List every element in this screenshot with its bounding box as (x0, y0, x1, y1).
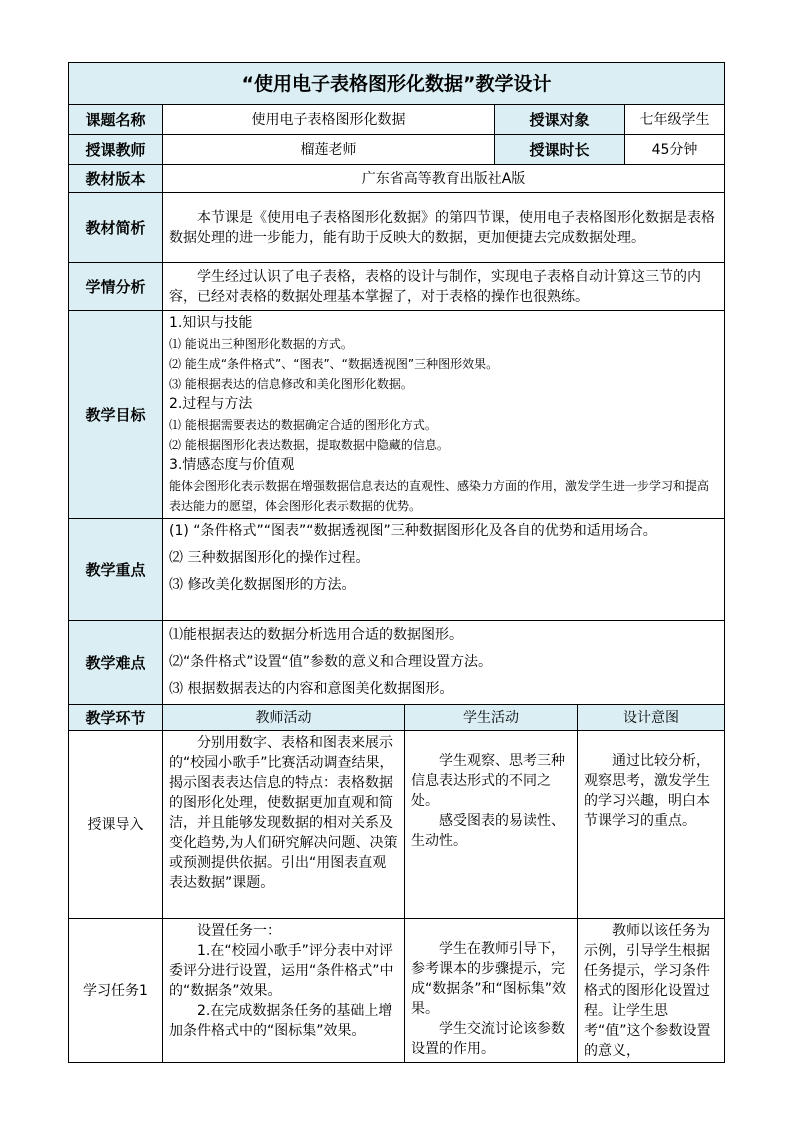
difficulty-item: ⑵“条件格式”设置“值”参数的意义和合理设置方法。 (169, 654, 493, 670)
lesson-plan-table (68, 62, 725, 1063)
process-label: 教学环节 (69, 705, 163, 731)
goal-item: ⑶ 能根据表达的信息修改和美化图形化数据。 (169, 377, 413, 391)
topic-label: 课题名称 (69, 105, 163, 135)
intro-label: 授课导入 (69, 731, 163, 919)
audience-value: 七年级学生 (625, 105, 725, 135)
analysis-text: 本节课是《使用电子表格图形化数据》的第四节课，使用电子表格图形化数据是表格数据处理的进一步能力，能有助于反映大的数据，更加便捷去完成数据处理。 (169, 209, 715, 246)
intro-teacher-text: 分别用数字、表格和图表来展示的“校园小歌手”比赛活动调查结果，揭示图表表达信息的特点：表格数据的图形化处理，使数据更加直观和简洁，并且能够发现数据的相对关系及变化趋势,为人们研究解决问题、决策或预测提供依据。引出“用图表直观表达数据”课题。 (169, 735, 398, 891)
task1-intent-text: 教师以该任务为示例，引导学生根据任务提示，学习条件格式的图形化设置过程。让学生思考“值”这个参数设置的意义， (584, 923, 711, 1059)
key-point-item: ⑵ 三种数据图形化的操作过程。 (169, 550, 370, 566)
duration-label: 授课时长 (495, 135, 625, 165)
task1-teacher-text: 1.在“校园小歌手”评分表中对评委评分进行设置，运用“条件格式”中的“数据条”效果。 (169, 943, 394, 999)
task1-student-text: 学生在教师引导下，参考课本的步骤提示，完成“数据条”和“图标集”效果。 (411, 941, 567, 1017)
difficulties-label: 教学难点 (69, 621, 163, 705)
goals-label: 教学目标 (69, 311, 163, 519)
edition-value: 广东省高等教育出版社A版 (163, 165, 725, 193)
goal-item: ⑴ 能说出三种图形化数据的方式。 (169, 337, 353, 351)
goal-item: ⑴ 能根据需要表达的数据确定合适的图形化方式。 (169, 418, 437, 432)
teacher-value: 榴莲老师 (163, 135, 495, 165)
audience-label: 授课对象 (495, 105, 625, 135)
goal-item: ⑵ 能根据图形化表达数据，提取数据中隐藏的信息。 (169, 438, 449, 452)
duration-value: 45分钟 (625, 135, 725, 165)
goals-heading-3: 3.情感态度与价值观 (169, 457, 295, 473)
key-point-item: (1) “条件格式”“图表”“数据透视图”三种数据图形化及各自的优势和适用场合。 (169, 523, 657, 539)
difficulty-item: ⑴能根据表达的数据分析选用合适的数据图形。 (169, 627, 463, 643)
goals-heading-1: 1.知识与技能 (169, 315, 253, 331)
goal-item: ⑵ 能生成“条件格式”、“图表”、“数据透视图”三种图形效果。 (169, 357, 499, 371)
analysis-label: 教材简析 (69, 193, 163, 263)
task1-teacher-text: 2.在完成数据条任务的基础上增加条件格式中的“图标集”效果。 (169, 1003, 393, 1039)
topic-value: 使用电子表格图形化数据 (163, 105, 495, 135)
intro-intent-text: 通过比较分析，观察思考，激发学生的学习兴趣，明白本节课学习的重点。 (584, 753, 710, 829)
intro-student-text: 学生观察、思考三种信息表达形式的不同之处。 (411, 753, 565, 809)
intro-student-text: 感受图表的易读性、生动性。 (411, 813, 565, 849)
teacher-activity-header: 教师活动 (163, 705, 405, 731)
task1-teacher-head: 设置任务一： (197, 923, 281, 939)
key-point-item: ⑶ 修改美化数据图形的方法。 (169, 577, 356, 593)
student-activity-header: 学生活动 (405, 705, 578, 731)
goal-item: 能体会图形化表示数据在增强数据信息表达的直观性、感染力方面的作用，激发学生进一步学习和提高表达能力的愿望，体会图形化表示数据的优势。 (169, 479, 710, 513)
students-label: 学情分析 (69, 263, 163, 311)
task1-label: 学习任务1 (69, 919, 163, 1063)
difficulty-item: ⑶ 根据数据表达的内容和意图美化数据图形。 (169, 681, 454, 697)
key-points-label: 教学重点 (69, 519, 163, 621)
students-text: 学生经过认识了电子表格，表格的设计与制作，实现电子表格自动计算这三节的内容，已经对表格的数据处理基本掌握了，对于表格的操作也很熟练。 (169, 268, 701, 305)
document-title: “使用电子表格图形化数据”教学设计 (69, 63, 725, 105)
design-intent-header: 设计意图 (578, 705, 725, 731)
teacher-label: 授课教师 (69, 135, 163, 165)
goals-heading-2: 2.过程与方法 (169, 396, 253, 412)
task1-student-text: 学生交流讨论该参数设置的作用。 (411, 1021, 565, 1057)
edition-label: 教材版本 (69, 165, 163, 193)
